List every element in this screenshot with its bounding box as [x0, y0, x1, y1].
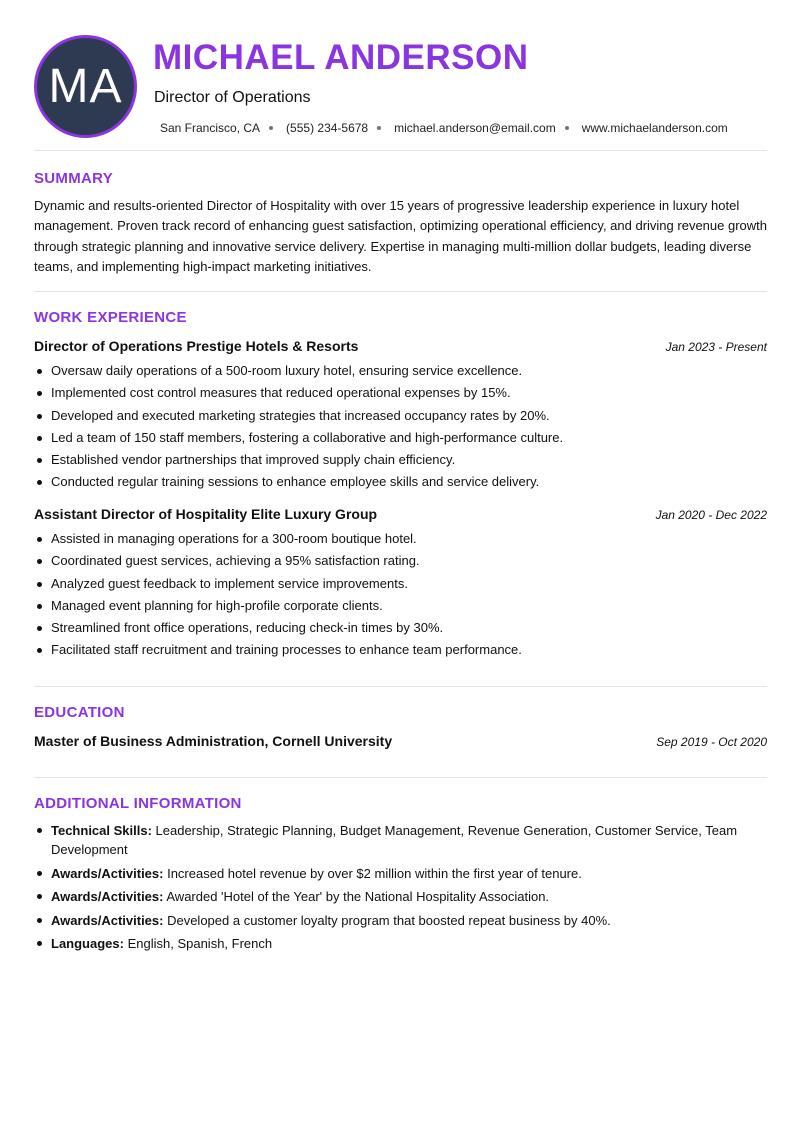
- list-item: Streamlined front office operations, reducing check-in times by 30%.: [34, 619, 767, 641]
- job-title: Director of Operations Prestige Hotels & Resorts: [34, 338, 359, 354]
- item-text: Increased hotel revenue by over $2 million within the first year of tenure.: [163, 865, 582, 881]
- divider: [34, 150, 767, 151]
- divider: [34, 686, 767, 687]
- experience-heading: WORK EXPERIENCE: [34, 309, 187, 326]
- candidate-role: Director of Operations: [154, 89, 311, 106]
- resume-header: [0, 0, 800, 150]
- item-text: Awarded 'Hotel of the Year' by the National Hospitality Association.: [163, 889, 550, 904]
- contact-email[interactable]: michael.anderson@email.com: [394, 121, 556, 135]
- candidate-name: MICHAEL ANDERSON: [153, 38, 529, 77]
- list-item: Conducted regular training sessions to enhance employee skills and service delivery.: [34, 473, 767, 495]
- job-header: [34, 338, 767, 358]
- list-item: [34, 864, 767, 883]
- list-item: [34, 934, 767, 953]
- item-label: Awards/Activities:: [51, 889, 164, 904]
- item-text: Leadership, Strategic Planning, Budget Management, Revenue Generation, Customer Service, Team Development: [51, 823, 738, 857]
- summary-heading: SUMMARY: [34, 170, 114, 187]
- education-entry: [34, 733, 767, 753]
- additional-list: [34, 821, 767, 958]
- contact-website[interactable]: www.michaelanderson.com: [581, 121, 728, 135]
- separator-dot: [269, 126, 273, 130]
- contact-location: San Francisco, CA: [160, 121, 261, 135]
- list-item: Developed and executed marketing strategies that increased occupancy rates by 20%.: [34, 407, 767, 429]
- avatar: [34, 35, 137, 138]
- job-header: [34, 506, 767, 526]
- education-degree: Master of Business Administration, Cornell University: [34, 733, 393, 749]
- item-label: Technical Skills:: [51, 823, 152, 838]
- avatar-initials: MA: [48, 60, 123, 113]
- job-date: Jan 2023 - Present: [665, 340, 767, 354]
- item-label: Awards/Activities:: [51, 912, 164, 928]
- list-item: Analyzed guest feedback to implement service improvements.: [34, 575, 767, 597]
- list-item: [34, 887, 767, 906]
- contact-phone: (555) 234-5678: [286, 121, 369, 135]
- job-title: Assistant Director of Hospitality Elite Luxury Group: [34, 506, 378, 522]
- divider: [34, 291, 767, 292]
- list-item: Established vendor partnerships that improved supply chain efficiency.: [34, 451, 767, 473]
- job-bullets: [34, 530, 767, 664]
- list-item: [34, 821, 767, 859]
- job-bullets: [34, 362, 767, 496]
- item-text: Developed a customer loyalty program that boosted repeat business by 40%.: [163, 912, 611, 928]
- item-label: Awards/Activities:: [51, 865, 164, 881]
- list-item: Assisted in managing operations for a 300-room boutique hotel.: [34, 530, 767, 552]
- job-date: Jan 2020 - Dec 2022: [655, 508, 767, 522]
- separator-dot: [565, 126, 569, 130]
- separator-dot: [377, 126, 381, 130]
- item-text: English, Spanish, French: [123, 936, 273, 951]
- list-item: Oversaw daily operations of a 500-room luxury hotel, ensuring service excellence.: [34, 362, 767, 384]
- divider: [34, 777, 767, 778]
- list-item: Led a team of 150 staff members, fostering a collaborative and high-performance culture.: [34, 429, 767, 451]
- item-label: Languages:: [51, 936, 124, 951]
- contact-line: [160, 121, 728, 135]
- list-item: [34, 911, 767, 930]
- list-item: Facilitated staff recruitment and training processes to enhance team performance.: [34, 641, 767, 663]
- summary-text: Dynamic and results-oriented Director of Hospitality with over 15 years of progressive leadership experience in luxury hotel management. Proven track record of enhancing guest satisfaction, optimizing operational efficiency, and driving revenue growth through strategic planning and innovative service delivery. Expertise in managing multi-million dollar budgets, leading diverse teams, and implementing high-impact marketing initiatives.: [34, 198, 767, 274]
- education-date: Sep 2019 - Oct 2020: [656, 735, 767, 749]
- list-item: Implemented cost control measures that reduced operational expenses by 15%.: [34, 384, 767, 406]
- education-heading: EDUCATION: [34, 704, 125, 721]
- additional-heading: ADDITIONAL INFORMATION: [34, 795, 242, 812]
- list-item: Coordinated guest services, achieving a 95% satisfaction rating.: [34, 552, 767, 574]
- list-item: Managed event planning for high-profile corporate clients.: [34, 597, 767, 619]
